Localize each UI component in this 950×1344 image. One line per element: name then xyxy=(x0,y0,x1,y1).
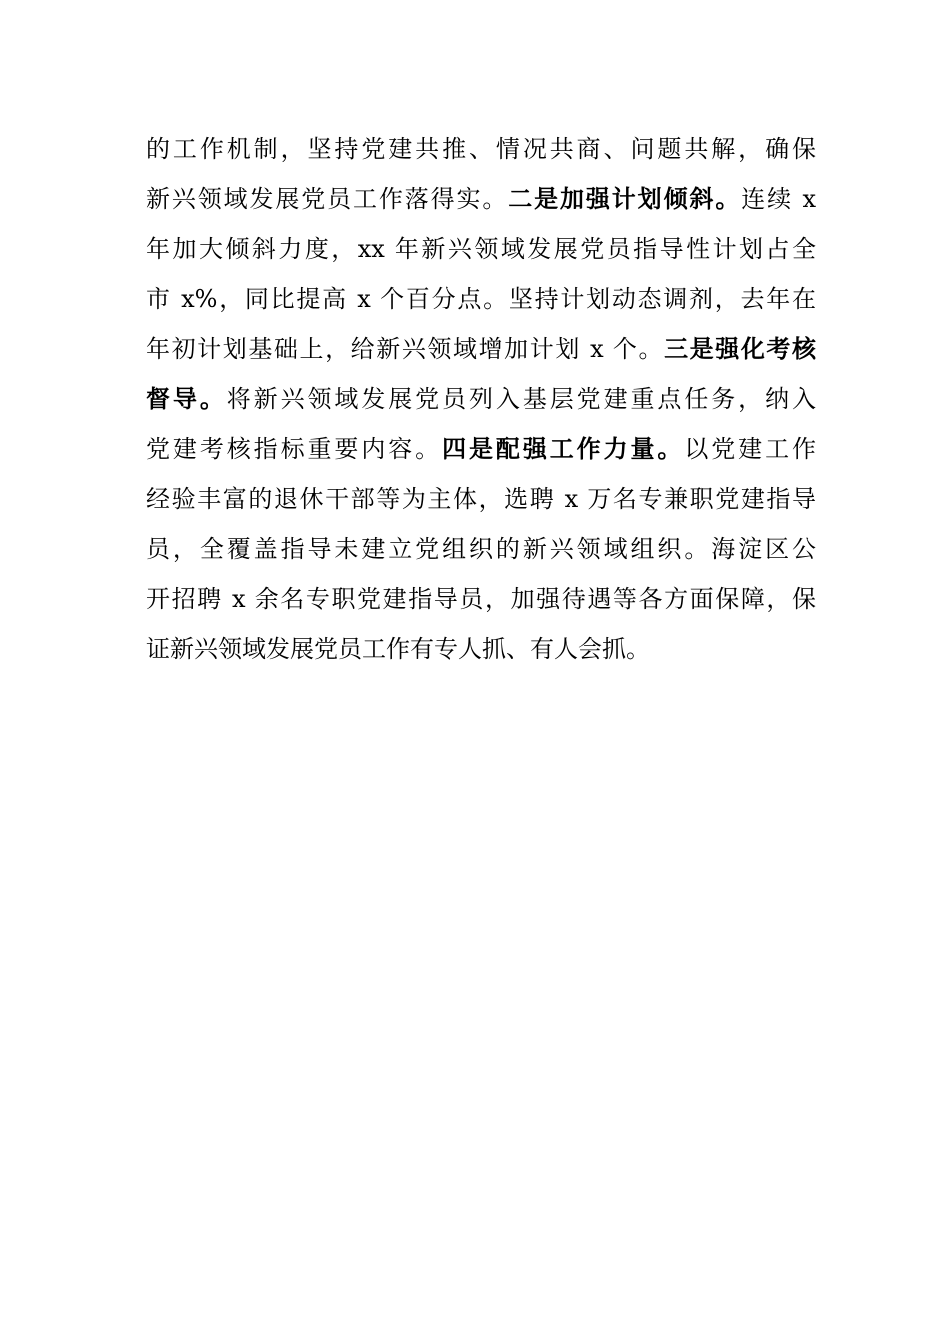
text-run: 证新兴领域发展党员工作有专人抓、有人会抓。 xyxy=(146,635,650,663)
text-run: 开招聘 x 余名专职党建指导员，加强待遇等各方面保障，保 xyxy=(146,585,816,613)
text-run: 连续 x xyxy=(741,185,817,213)
text-line xyxy=(146,124,816,174)
text-run: 年初计划基础上，给新兴领域增加计划 x 个。 xyxy=(146,335,665,363)
text-line xyxy=(146,324,816,374)
text-line xyxy=(146,374,816,424)
text-run: 年加大倾斜力度，xx 年新兴领域发展党员指导性计划占全 xyxy=(146,235,816,263)
text-run: 员，全覆盖指导未建立党组织的新兴领域组织。海淀区公 xyxy=(146,535,816,563)
text-run: 经验丰富的退休干部等为主体，选聘 x 万名专兼职党建指导 xyxy=(146,485,816,513)
text-line xyxy=(146,524,816,574)
text-line xyxy=(146,474,816,524)
text-line xyxy=(146,224,816,274)
body-paragraph xyxy=(146,124,816,674)
text-line xyxy=(146,274,816,324)
text-line xyxy=(146,424,816,474)
text-run: 新兴领域发展党员工作落得实。 xyxy=(146,185,509,213)
text-run: 的工作机制，坚持党建共推、情况共商、问题共解，确保 xyxy=(146,135,816,163)
bold-heading-run: 三是强化考核 xyxy=(664,335,817,363)
text-run: 市 x%，同比提高 x 个百分点。坚持计划动态调剂，去年在 xyxy=(146,285,816,313)
text-run: 将新兴领域发展党员列入基层党建重点任务，纳入 xyxy=(226,385,816,413)
bold-heading-run: 督导。 xyxy=(146,385,227,413)
text-line xyxy=(146,624,816,674)
bold-heading-run: 四是配强工作力量。 xyxy=(442,435,685,463)
bold-heading-run: 二是加强计划倾斜。 xyxy=(508,185,742,213)
text-line xyxy=(146,574,816,624)
text-run: 以党建工作 xyxy=(684,435,817,463)
text-run: 党建考核指标重要内容。 xyxy=(146,435,443,463)
text-line xyxy=(146,174,816,224)
